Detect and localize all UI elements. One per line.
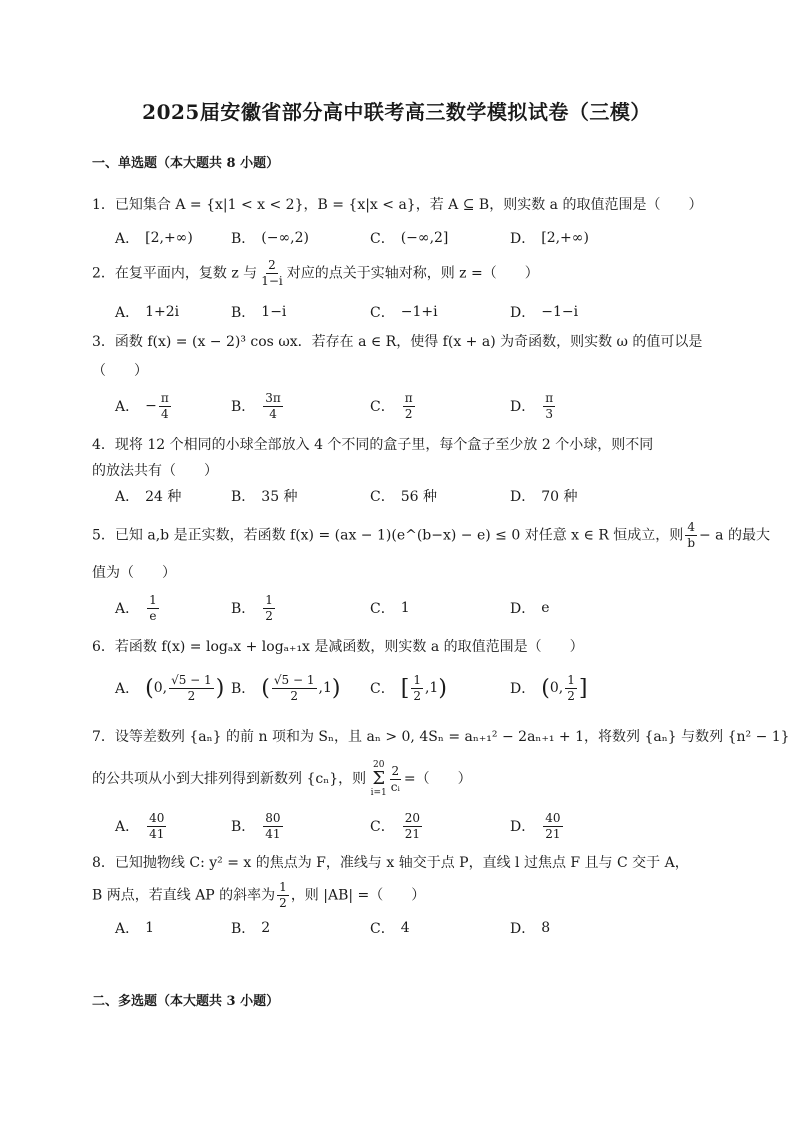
- question-7-stem-cont: 的公共项从小到大排列得到新数列 {cₙ}，则 20 Σ i=1 $\frac{2}{\text{cᵢ}}$ =（ ）: [92, 760, 472, 798]
- question-4-options: [115, 476, 715, 516]
- fraction: $\frac{20}{21}$: [404, 810, 420, 841]
- fraction: $\frac{80}{41}$: [265, 810, 281, 841]
- question-7-options: [115, 806, 715, 846]
- question-4-stem: 4．现将 12 个相同的小球全部放入 4 个不同的盒子里，每个盒子至少放 2 个小球，则不同: [92, 437, 654, 453]
- option-a[interactable]: A． 1+2i: [115, 304, 180, 321]
- question-5-stem-cont: 值为（ ）: [92, 565, 176, 581]
- fraction: $\frac{2}{1-i}$: [261, 258, 283, 288]
- fraction: $\frac{1}{2}$: [279, 880, 287, 910]
- question-3-stem-cont: （ ）: [92, 363, 148, 379]
- option-c[interactable]: C． 56 种: [370, 489, 437, 505]
- option-b[interactable]: B． $\frac{3\pi}{4}$: [231, 390, 281, 421]
- option-c[interactable]: C． 1: [370, 600, 410, 617]
- option-c[interactable]: C． −1+i: [370, 304, 438, 321]
- option-d[interactable]: D． $\frac{\pi}{3}$: [510, 390, 554, 421]
- sigma-symbol: Σ: [372, 768, 386, 789]
- option-d[interactable]: D． ( 0, $\frac{1}{2}$ ]: [510, 672, 588, 703]
- option-d[interactable]: D． 70 种: [510, 489, 578, 505]
- section-heading-single-choice: 一、单选题（本大题共 8 小题）: [92, 156, 280, 171]
- fraction: $\frac{1}{e}$: [149, 592, 157, 623]
- question-4-stem-cont: 的放法共有（ ）: [92, 463, 218, 479]
- question-6-options: [115, 668, 715, 708]
- fraction: $\frac{40}{21}$: [545, 810, 561, 841]
- option-d[interactable]: D． $\frac{40}{21}$: [510, 810, 561, 841]
- question-1-stem: 1．已知集合 A = {x|1 < x < 2}，B = {x|x < a}，若 A ⊆ B，则实数 a 的取值范围是（ ）: [92, 197, 703, 213]
- summation: 20 Σ i=1: [370, 760, 387, 798]
- option-c[interactable]: C． $\frac{\pi}{2}$: [370, 390, 413, 421]
- section-heading-multiple-choice: 二、多选题（本大题共 3 小题）: [92, 994, 280, 1009]
- option-c[interactable]: C． 4: [370, 920, 410, 937]
- fraction: $\frac{1}{2}$: [567, 672, 575, 703]
- fraction: $\frac{\pi}{2}$: [404, 390, 413, 421]
- option-b[interactable]: B． $\frac{1}{2}$: [231, 592, 273, 623]
- option-c[interactable]: C． (−∞,2]: [370, 230, 449, 247]
- option-b[interactable]: B． ( $\frac{√5 - 1}{2}$ ,1 ): [231, 672, 341, 703]
- fraction: $\frac{1}{2}$: [413, 672, 421, 703]
- option-b[interactable]: B． (−∞,2): [231, 230, 309, 247]
- option-a[interactable]: A． $\frac{40}{41}$: [115, 810, 165, 841]
- question-5-stem: 5．已知 a,b 是正实数，若函数 f(x) = (ax − 1)(e^(b−x) − e) ≤ 0 对任意 x ∈ R 恒成立，则 $\frac{4}{b}$ − a 的最大: [92, 520, 770, 550]
- option-a[interactable]: A． $\frac{1}{e}$: [115, 592, 157, 623]
- fraction: $\frac{√5 - 1}{2}$: [273, 672, 315, 703]
- fraction: $\frac{\pi}{3}$: [545, 390, 554, 421]
- question-3-stem: 3．函数 f(x) = (x − 2)³ cos ωx．若存在 a ∈ R，使得 f(x + a) 为奇函数，则实数 ω 的值可以是: [92, 334, 703, 350]
- option-b[interactable]: B． 2: [231, 920, 271, 937]
- option-b[interactable]: B． 35 种: [231, 489, 298, 505]
- option-a[interactable]: A． [2,+∞): [115, 230, 193, 247]
- option-a[interactable]: A． 1: [115, 920, 155, 937]
- option-d[interactable]: D． 8: [510, 920, 551, 937]
- option-b[interactable]: B． 1−i: [231, 304, 287, 321]
- question-2-options: [115, 292, 715, 332]
- fraction: $\frac{2}{\text{cᵢ}}$: [390, 763, 400, 794]
- fraction: $\frac{\pi}{4}$: [160, 390, 169, 421]
- fraction: $\frac{4}{b}$: [687, 520, 695, 550]
- question-5-options: [115, 588, 715, 628]
- question-6-stem: 6．若函数 f(x) = logₐx + logₐ₊₁x 是减函数，则实数 a 的取值范围是（ ）: [92, 639, 584, 655]
- option-d[interactable]: D． −1−i: [510, 304, 579, 321]
- option-b[interactable]: B． $\frac{80}{41}$: [231, 810, 281, 841]
- option-d[interactable]: D． [2,+∞): [510, 230, 589, 247]
- option-c[interactable]: C． [ $\frac{1}{2}$ ,1 ): [370, 672, 447, 703]
- question-7-stem: 7．设等差数列 {aₙ} 的前 n 项和为 Sₙ，且 aₙ > 0, 4Sₙ = aₙ₊₁² − 2aₙ₊₁ + 1，将数列 {aₙ} 与数列 {n² − 1}: [92, 729, 790, 745]
- question-2-stem: 2．在复平面内，复数 z 与 $\frac{2}{1-i}$ 对应的点关于实轴对称，则 z =（ ）: [92, 258, 539, 288]
- question-8-options: [115, 908, 715, 948]
- fraction: $\frac{40}{41}$: [149, 810, 165, 841]
- option-a[interactable]: A． − $\frac{\pi}{4}$: [115, 390, 169, 421]
- fraction: $\frac{3\pi}{4}$: [265, 390, 281, 421]
- fraction: $\frac{1}{2}$: [265, 592, 273, 623]
- question-1-options: [115, 218, 715, 258]
- option-a[interactable]: A． ( 0, $\frac{√5 - 1}{2}$ ): [115, 672, 225, 703]
- option-a[interactable]: A． 24 种: [115, 489, 182, 505]
- question-8-stem-cont: B 两点，若直线 AP 的斜率为 $\frac{1}{2}$ ，则 |AB| =（ ）: [92, 880, 426, 910]
- question-8-stem: 8．已知抛物线 C: y² = x 的焦点为 F，准线与 x 轴交于点 P，直线 l 过焦点 F 且与 C 交于 A，: [92, 855, 689, 871]
- fraction: $\frac{√5 - 1}{2}$: [171, 672, 212, 703]
- option-c[interactable]: C． $\frac{20}{21}$: [370, 810, 420, 841]
- page-title: 2025届安徽省部分高中联考高三数学模拟试卷（三模）: [142, 100, 651, 124]
- option-d[interactable]: D． e: [510, 600, 550, 617]
- question-3-options: [115, 386, 715, 426]
